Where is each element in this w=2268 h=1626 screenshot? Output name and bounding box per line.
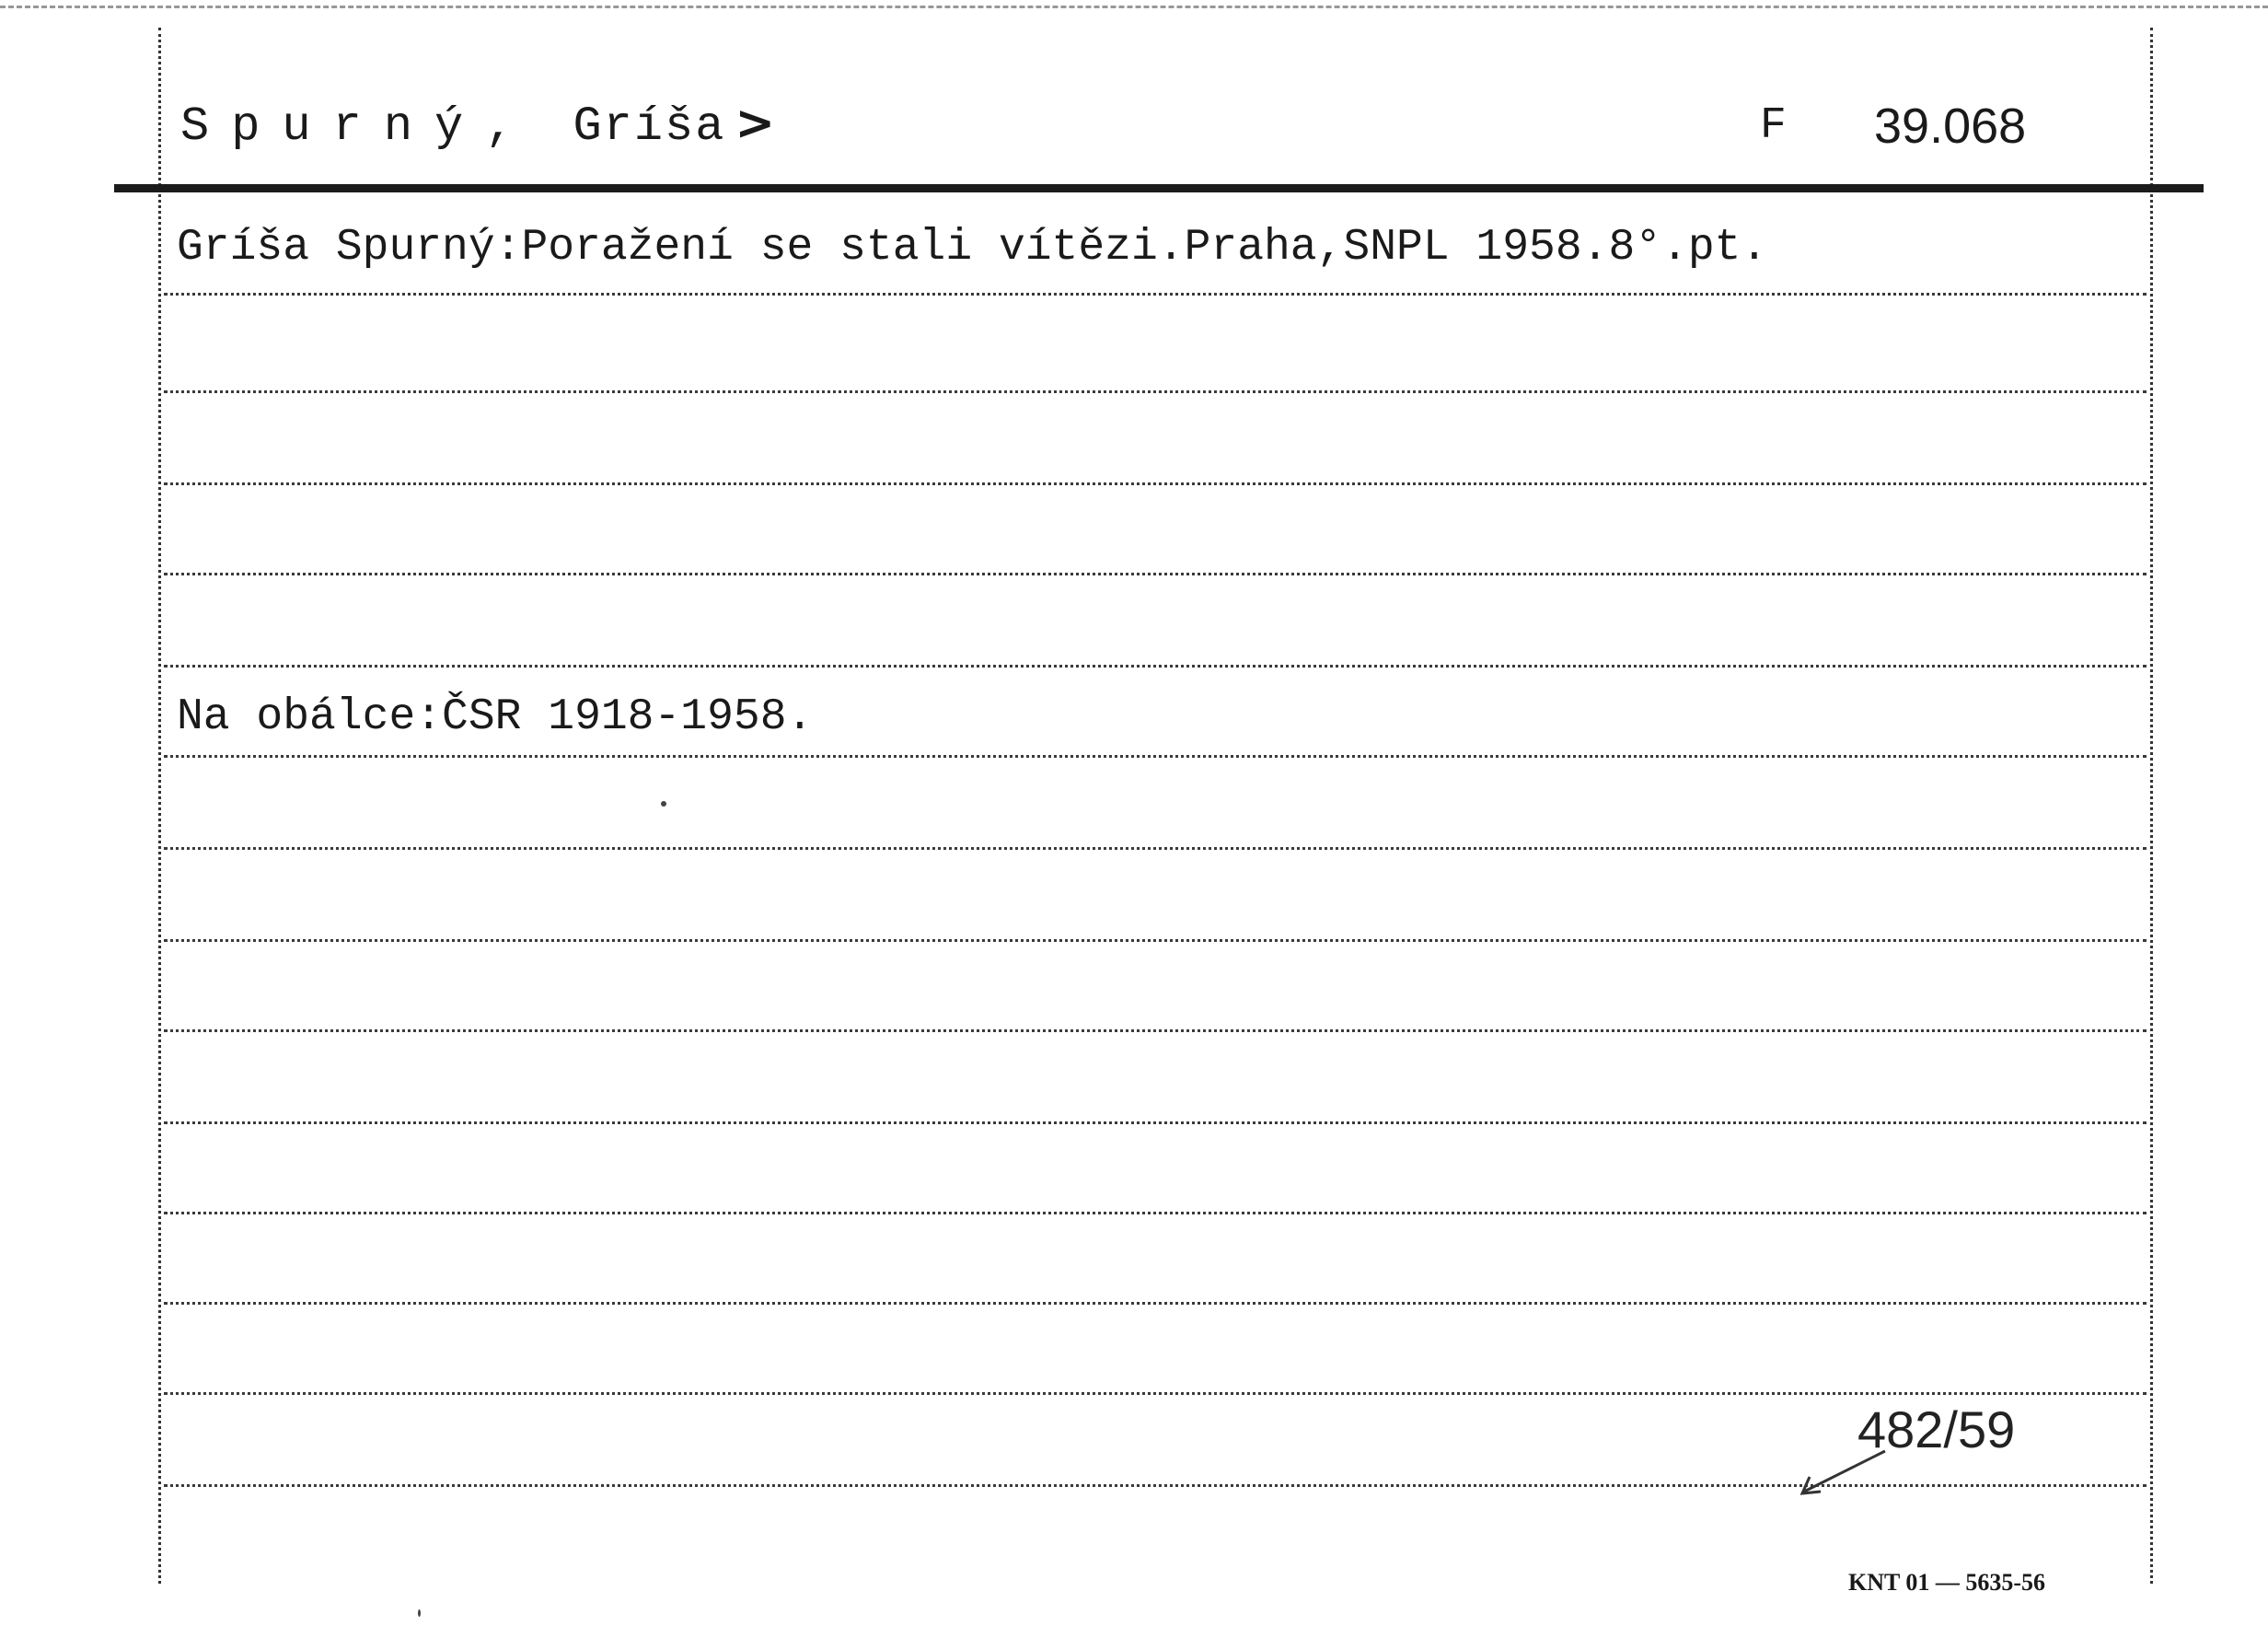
ink-speck — [661, 801, 666, 807]
top-edge-rule — [0, 6, 2268, 8]
cover-note: Na obálce:ČSR 1918-1958. — [177, 692, 814, 742]
shelf-letter: F — [1760, 101, 1787, 151]
left-margin-line — [158, 28, 161, 1584]
ruled-line — [164, 1302, 2146, 1305]
ruled-line — [164, 1029, 2146, 1032]
ruled-line — [164, 1121, 2146, 1124]
ruled-line — [164, 665, 2146, 668]
author-given-name: Gríša — [573, 99, 726, 154]
ruled-line — [164, 939, 2146, 942]
heading-rule — [114, 184, 2204, 192]
ruled-line — [164, 1212, 2146, 1214]
ruled-line — [164, 573, 2146, 575]
heading-mark: > — [735, 96, 778, 151]
ruled-line — [164, 847, 2146, 850]
accession-number: 482/59 — [1857, 1400, 2016, 1458]
ruled-line — [164, 755, 2146, 758]
ruled-line — [164, 482, 2146, 485]
ruled-line — [164, 390, 2146, 393]
form-code: KNT 01 — 5635-56 — [1848, 1569, 2046, 1596]
ink-speck — [418, 1609, 421, 1617]
bibliographic-entry: Gríša Spurný:Poražení se stali vítězi.Praha,SNPL 1958.8°.pt. — [177, 223, 1768, 273]
card-heading — [180, 96, 777, 154]
ruled-line — [164, 1392, 2146, 1395]
shelf-number: 39.068 — [1874, 99, 2027, 154]
ruled-line — [164, 293, 2146, 296]
arrow-icon — [1793, 1446, 1894, 1501]
right-margin-line — [2150, 28, 2153, 1584]
author-surname: Spurný, — [180, 99, 537, 154]
